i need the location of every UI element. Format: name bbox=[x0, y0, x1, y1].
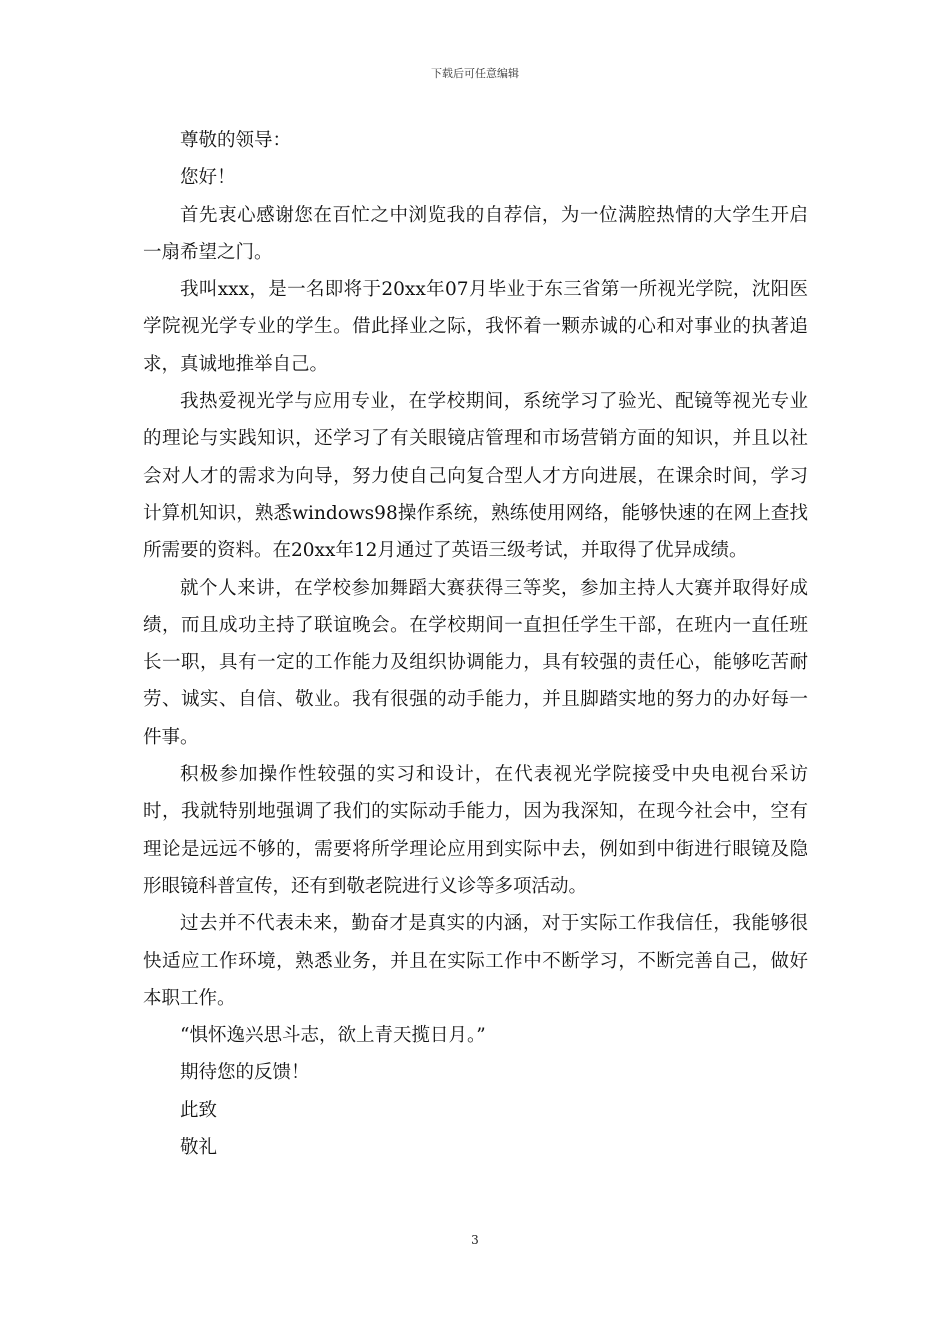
salutation: 尊敬的领导： bbox=[180, 130, 292, 151]
page-number: 3 bbox=[471, 1233, 479, 1247]
page-header: 下载后可任意编辑 bbox=[431, 67, 519, 80]
expectation-line: 期待您的反馈！ bbox=[180, 1062, 310, 1084]
closing-line-1: 此致 bbox=[180, 1099, 218, 1121]
paragraph-activities: 就个人来讲，在学校参加舞蹈大赛获得三等奖，参加主持人大赛并取得好成绩，而且成功主持了联谊晚会。在学校期间一直担任学生干部，在班内一直任班长一职，具有一定的工作能力及组织协调能力，具有较强的责任心，能够吃苦耐劳、诚实、自信、敬业。我有很强的动手能力，并且脚踏实地的努力的办好每一件事。 bbox=[143, 577, 808, 748]
paragraph-intro: 首先衷心感谢您在百忙之中浏览我的自荐信，为一位满腔热情的大学生开启一扇希望之门。 bbox=[143, 204, 808, 263]
letter-body bbox=[143, 122, 808, 1166]
paragraph-studies: 我热爱视光学与应用专业，在学校期间，系统学习了验光、配镜等视光专业的理论与实践知识，还学习了有关眼镜店管理和市场营销方面的知识，并且以社会对人才的需求为向导，努力使自己向复合型人才方向进展，在课余时间，学习计算机知识，熟悉windows98操作系统，熟练使用网络，能够快速的在网上查找所需要的资料。在20xx年12月通过了英语三级考试，并取得了优异成绩。 bbox=[143, 391, 808, 562]
paragraph-future: 过去并不代表未来，勤奋才是真实的内涵，对于实际工作我信任，我能够很快适应工作环境，熟悉业务，并且在实际工作中不断学习，不断完善自己，做好本职工作。 bbox=[143, 913, 808, 1009]
quote-line: “惧怀逸兴思斗志，欲上青天揽日月。” bbox=[180, 1025, 486, 1047]
greeting: 您好！ bbox=[180, 167, 236, 189]
paragraph-practice: 积极参加操作性较强的实习和设计，在代表视光学院接受中央电视台采访时，我就特别地强调了我们的实际动手能力，因为我深知，在现今社会中，空有理论是远远不够的，需要将所学理论应用到实际中去，例如到中街进行眼镜及隐形眼镜科普宣传，还有到敬老院进行义诊等多项活动。 bbox=[143, 764, 808, 897]
paragraph-self-introduction: 我叫xxx，是一名即将于20xx年07月毕业于东三省第一所视光学院，沈阳医学院视光学专业的学生。借此择业之际，我怀着一颗赤诚的心和对事业的执著追求，真诚地推举自己。 bbox=[143, 279, 808, 375]
closing-line-2: 敬礼 bbox=[180, 1137, 218, 1159]
